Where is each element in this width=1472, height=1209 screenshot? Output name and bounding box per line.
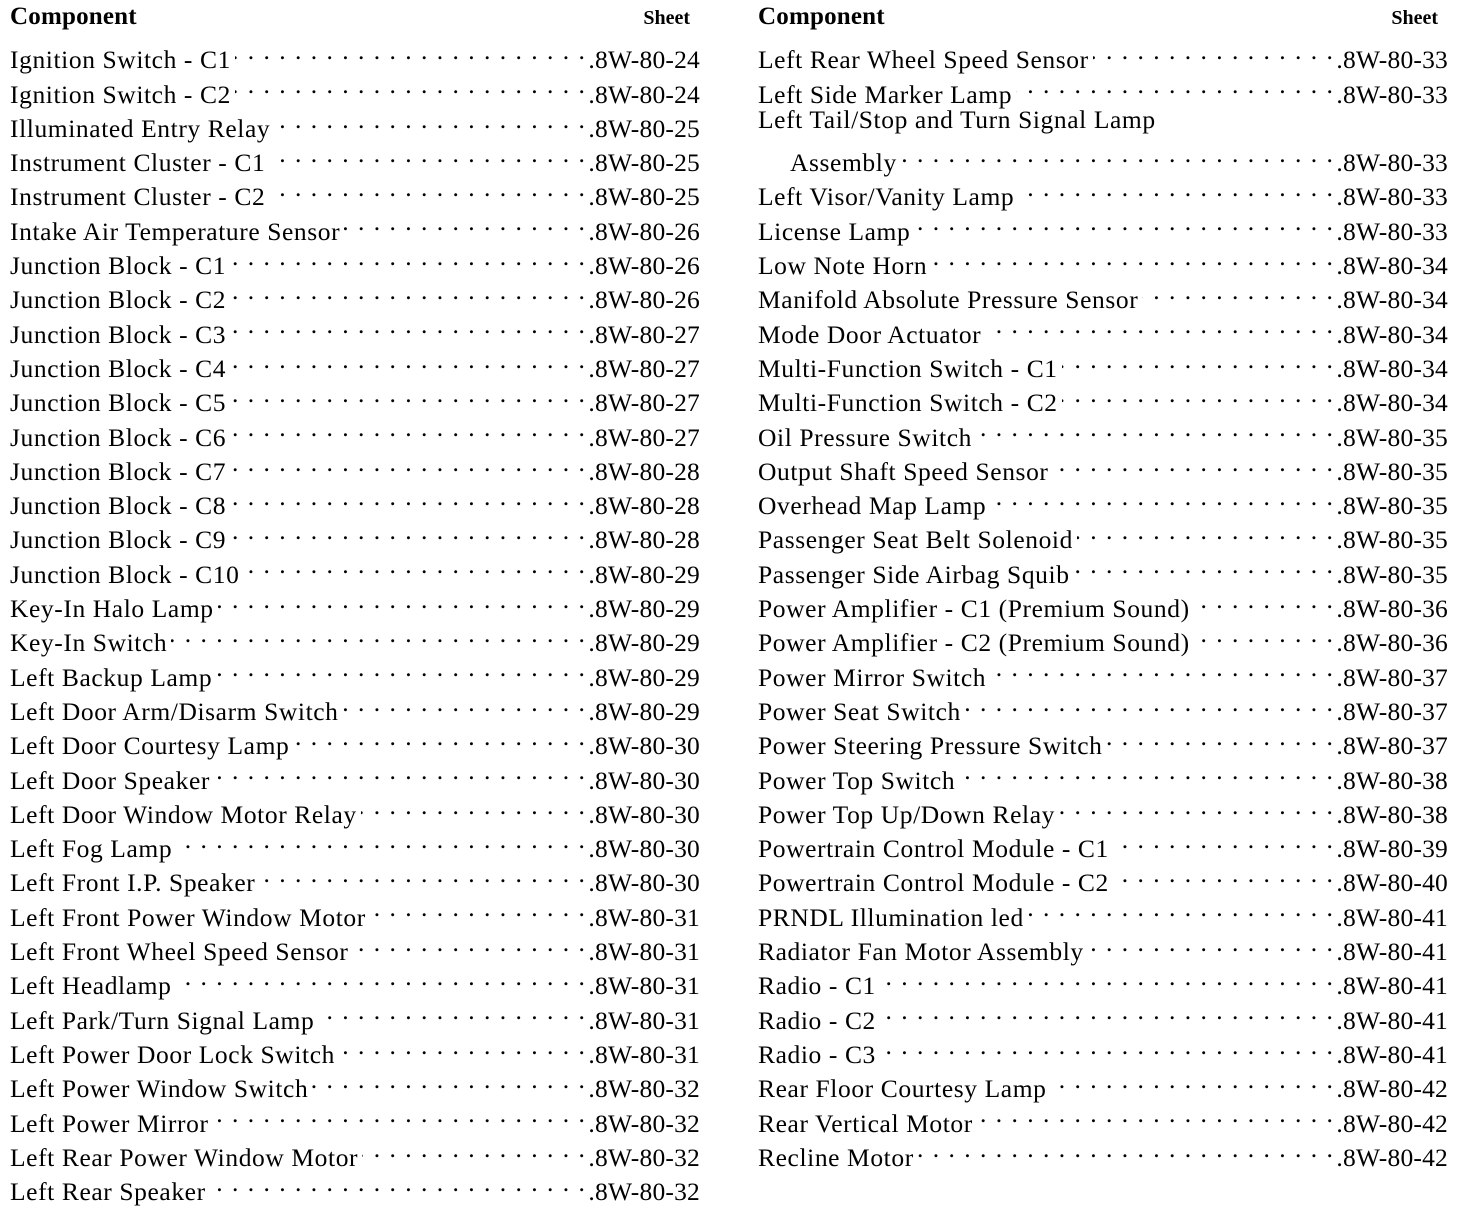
- component-entry: [758, 857, 1448, 898]
- component-name: Power Amplifier - C2 (Premium Sound): [758, 628, 1190, 658]
- component-entry: [758, 891, 1448, 932]
- left-column: [10, 0, 700, 1207]
- component-name: Junction Block - C10: [10, 559, 240, 589]
- sheet-number: .8W-80-37: [1336, 731, 1448, 761]
- component-name: Left Door Arm/Disarm Switch: [10, 696, 339, 726]
- component-entry: [758, 617, 1448, 658]
- component-entry: [10, 548, 700, 589]
- component-entry: [758, 686, 1448, 726]
- component-entry: [758, 308, 1448, 349]
- sheet-number: .8W-80-27: [588, 388, 700, 418]
- component-entry: [758, 171, 1448, 212]
- component-name: Left Door Speaker: [10, 765, 210, 795]
- sheet-number: .8W-80-35: [1336, 491, 1448, 521]
- dot-leader: [1062, 377, 1335, 411]
- component-name: Power Steering Pressure Switch: [758, 731, 1103, 761]
- component-entry: [758, 754, 1448, 795]
- component-name: Left Backup Lamp: [10, 662, 213, 692]
- dot-leader: [931, 240, 1334, 274]
- component-name: Radio - C2: [758, 1005, 876, 1035]
- component-heading: Component: [10, 3, 137, 30]
- sheet-number: .8W-80-33: [1336, 182, 1448, 212]
- component-name: Low Note Horn: [758, 251, 928, 281]
- component-name: License Lamp: [758, 216, 911, 246]
- component-name: Manifold Absolute Pressure Sensor: [758, 285, 1139, 315]
- dot-leader: [1088, 926, 1335, 960]
- component-entry: [10, 651, 700, 692]
- component-name: Power Mirror Switch: [758, 662, 987, 692]
- component-entry: [758, 34, 1448, 75]
- sheet-number: .8W-80-36: [1336, 594, 1448, 624]
- component-entry: [10, 137, 700, 178]
- component-name: Passenger Side Airbag Squib: [758, 559, 1070, 589]
- component-entry: [10, 686, 700, 726]
- dot-leader: [218, 583, 587, 617]
- dot-leader: [1107, 720, 1335, 754]
- dot-leader: [230, 274, 586, 308]
- sheet-number: .8W-80-30: [588, 799, 700, 829]
- sheet-heading: Sheet: [643, 7, 690, 29]
- component-entry: [758, 1097, 1448, 1138]
- dot-leader: [230, 480, 586, 514]
- sheet-number: .8W-80-34: [1336, 285, 1448, 315]
- component-name: Power Top Up/Down Relay: [758, 799, 1055, 829]
- dot-leader: [312, 1063, 586, 1097]
- component-entry: [10, 34, 700, 75]
- component-entry: [10, 994, 700, 1035]
- sheet-number: .8W-80-37: [1336, 696, 1448, 726]
- component-name: Left Rear Power Window Motor: [10, 1142, 359, 1172]
- component-entry: [758, 1132, 1448, 1172]
- dot-leader: [344, 205, 586, 239]
- component-entry: [10, 1063, 700, 1104]
- sheet-number: .8W-80-30: [588, 765, 700, 795]
- component-name: Recline Motor: [758, 1142, 914, 1172]
- dot-leader: [918, 1132, 1335, 1166]
- sheet-number: .8W-80-31: [588, 971, 700, 1001]
- sheet-number: .8W-80-32: [588, 1142, 700, 1172]
- component-name: Left Rear Wheel Speed Sensor: [758, 45, 1089, 75]
- dot-leader: [339, 1029, 586, 1063]
- sheet-number: .8W-80-39: [1336, 834, 1448, 864]
- component-entry: [758, 240, 1448, 281]
- left-component-list: [10, 34, 700, 1207]
- sheet-number: .8W-80-25: [588, 113, 700, 143]
- component-entry: [758, 514, 1448, 555]
- dot-leader: [269, 171, 586, 205]
- dot-leader: [175, 960, 586, 994]
- component-entry: [10, 377, 700, 418]
- sheet-number: .8W-80-33: [1336, 45, 1448, 75]
- right-component-list: [758, 34, 1448, 1172]
- component-entry: [10, 411, 700, 452]
- component-name: Left Tail/Stop and Turn Signal Lamp: [758, 104, 1156, 134]
- component-name: Junction Block - C3: [10, 319, 227, 349]
- dot-leader: [914, 205, 1334, 239]
- sheet-number: .8W-80-25: [588, 148, 700, 178]
- component-name: Left Front Power Window Motor: [10, 902, 366, 932]
- sheet-number: .8W-80-27: [588, 422, 700, 452]
- component-name: Ignition Switch - C1: [10, 45, 231, 75]
- sheet-number: .8W-80-24: [588, 79, 700, 109]
- component-entry: [10, 514, 700, 555]
- component-entry: [758, 68, 1448, 109]
- dot-leader: [213, 1097, 587, 1131]
- component-entry: [10, 926, 700, 967]
- sheet-number: .8W-80-41: [1336, 971, 1448, 1001]
- dot-leader: [318, 994, 586, 1028]
- dot-leader: [1194, 583, 1335, 617]
- sheet-number: .8W-80-28: [588, 491, 700, 521]
- component-name: Illuminated Entry Relay: [10, 113, 271, 143]
- dot-leader: [230, 343, 586, 377]
- sheet-number: .8W-80-28: [588, 525, 700, 555]
- dot-leader: [230, 514, 586, 548]
- right-column: [758, 0, 1448, 1202]
- component-name: Mode Door Actuator: [758, 319, 982, 349]
- sheet-number: .8W-80-31: [588, 902, 700, 932]
- component-entry: [10, 240, 700, 281]
- dot-leader: [235, 68, 586, 102]
- dot-leader: [1053, 446, 1335, 480]
- dot-leader: [1077, 514, 1334, 548]
- sheet-number: .8W-80-34: [1336, 388, 1448, 418]
- sheet-number: .8W-80-37: [1336, 662, 1448, 692]
- component-entry: [758, 377, 1448, 418]
- dot-leader: [214, 754, 586, 788]
- right-column-header: [758, 0, 1448, 34]
- component-name: Left Door Window Motor Relay: [10, 799, 357, 829]
- sheet-number: .8W-80-38: [1336, 799, 1448, 829]
- component-name: Radiator Fan Motor Assembly: [758, 937, 1084, 967]
- component-name: Junction Block - C7: [10, 456, 227, 486]
- component-entry: [758, 411, 1448, 452]
- component-entry: [758, 205, 1448, 246]
- component-name: Assembly: [790, 148, 897, 178]
- dot-leader: [976, 411, 1334, 445]
- component-name: Key-In Switch: [10, 628, 168, 658]
- component-name: Junction Block - C8: [10, 491, 227, 521]
- component-entry: [10, 789, 700, 829]
- sheet-number: .8W-80-28: [588, 456, 700, 486]
- component-name: Intake Air Temperature Sensor: [10, 216, 341, 246]
- sheet-number: .8W-80-31: [588, 1039, 700, 1069]
- component-entry: [758, 137, 1448, 178]
- component-name: Passenger Seat Belt Solenoid: [758, 525, 1073, 555]
- sheet-number: .8W-80-25: [588, 182, 700, 212]
- component-entry: [758, 103, 1448, 137]
- sheet-number: .8W-80-41: [1336, 937, 1448, 967]
- component-name: Left Power Mirror: [10, 1108, 209, 1138]
- dot-leader: [230, 446, 586, 480]
- component-name: Junction Block - C2: [10, 285, 227, 315]
- component-entry: [10, 1132, 700, 1172]
- component-entry: [758, 480, 1448, 521]
- sheet-number: .8W-80-40: [1336, 868, 1448, 898]
- sheet-number: .8W-80-24: [588, 45, 700, 75]
- dot-leader: [880, 994, 1335, 1028]
- component-entry: [10, 171, 700, 212]
- component-name: Left Visor/Vanity Lamp: [758, 182, 1015, 212]
- component-name: Powertrain Control Module - C1: [758, 834, 1109, 864]
- component-name: Left Side Marker Lamp: [758, 79, 1013, 109]
- dot-leader: [1113, 823, 1335, 857]
- component-name: Left Fog Lamp: [10, 834, 173, 864]
- left-column-header: [10, 0, 700, 34]
- sheet-number: .8W-80-31: [588, 1005, 700, 1035]
- component-name: Instrument Cluster - C2: [10, 182, 266, 212]
- sheet-heading: Sheet: [1391, 7, 1438, 29]
- sheet-number: .8W-80-26: [588, 216, 700, 246]
- component-entry: [10, 617, 700, 658]
- component-entry: [758, 994, 1448, 1035]
- sheet-number: .8W-80-29: [588, 559, 700, 589]
- component-name: Multi-Function Switch - C2: [758, 388, 1058, 418]
- dot-leader: [269, 137, 586, 171]
- component-name: Junction Block - C6: [10, 422, 227, 452]
- dot-leader: [293, 720, 586, 754]
- dot-leader: [176, 823, 586, 857]
- component-entry: [10, 308, 700, 349]
- dot-leader: [230, 240, 586, 274]
- component-name: Junction Block - C4: [10, 353, 227, 383]
- dot-leader: [1059, 789, 1334, 823]
- dot-leader: [343, 686, 587, 720]
- component-entry: [758, 960, 1448, 1001]
- component-name: Left Door Courtesy Lamp: [10, 731, 290, 761]
- component-entry: [10, 1166, 700, 1207]
- sheet-number: .8W-80-26: [588, 251, 700, 281]
- component-name: Left Park/Turn Signal Lamp: [10, 1005, 315, 1035]
- component-entry: [10, 1097, 700, 1138]
- sheet-number: .8W-80-30: [588, 868, 700, 898]
- component-name: Key-In Halo Lamp: [10, 594, 214, 624]
- component-entry: [758, 548, 1448, 589]
- component-name: Rear Floor Courtesy Lamp: [758, 1074, 1047, 1104]
- sheet-number: .8W-80-29: [588, 662, 700, 692]
- component-name: Radio - C3: [758, 1039, 876, 1069]
- component-name: Oil Pressure Switch: [758, 422, 972, 452]
- component-name: Instrument Cluster - C1: [10, 148, 266, 178]
- component-entry: [10, 891, 700, 932]
- component-entry: [758, 720, 1448, 761]
- component-entry: [758, 1063, 1448, 1104]
- component-name: Left Front I.P. Speaker: [10, 868, 256, 898]
- sheet-number: .8W-80-29: [588, 628, 700, 658]
- sheet-number: .8W-80-38: [1336, 765, 1448, 795]
- dot-leader: [243, 548, 586, 582]
- component-name: Left Rear Speaker: [10, 1177, 206, 1207]
- component-entry: [758, 343, 1448, 383]
- dot-leader: [990, 480, 1334, 514]
- component-entry: [10, 754, 700, 795]
- dot-leader: [977, 1097, 1335, 1131]
- component-entry: [758, 926, 1448, 967]
- component-name: Left Power Door Lock Switch: [10, 1039, 335, 1069]
- sheet-number: .8W-80-33: [1336, 148, 1448, 178]
- component-name: Left Front Wheel Speed Sensor: [10, 937, 349, 967]
- component-name: Junction Block - C1: [10, 251, 227, 281]
- component-name: PRNDL Illumination led: [758, 902, 1024, 932]
- component-heading: Component: [758, 3, 885, 30]
- component-entry: [758, 274, 1448, 315]
- sheet-number: .8W-80-32: [588, 1108, 700, 1138]
- dot-leader: [210, 1166, 587, 1200]
- component-entry: [758, 823, 1448, 864]
- component-entry: [10, 103, 700, 143]
- dot-leader: [1016, 68, 1334, 102]
- component-name: Overhead Map Lamp: [758, 491, 987, 521]
- component-name: Radio - C1: [758, 971, 876, 1001]
- sheet-number: .8W-80-29: [588, 696, 700, 726]
- dot-leader: [171, 617, 586, 651]
- dot-leader: [1093, 34, 1335, 68]
- component-entry: [10, 1029, 700, 1069]
- sheet-number: .8W-80-42: [1336, 1108, 1448, 1138]
- sheet-number: .8W-80-33: [1336, 216, 1448, 246]
- component-name: Rear Vertical Motor: [758, 1108, 973, 1138]
- dot-leader: [1142, 274, 1334, 308]
- dot-leader: [1074, 548, 1335, 582]
- component-name: Left Headlamp: [10, 971, 172, 1001]
- dot-leader: [901, 137, 1335, 171]
- component-entry: [758, 583, 1448, 624]
- dot-leader: [230, 411, 586, 445]
- sheet-number: .8W-80-34: [1336, 319, 1448, 349]
- dot-leader: [990, 651, 1334, 685]
- sheet-number: .8W-80-32: [588, 1074, 700, 1104]
- dot-leader: [1018, 171, 1334, 205]
- sheet-number: .8W-80-31: [588, 937, 700, 967]
- dot-leader: [880, 960, 1335, 994]
- component-name: Power Top Switch: [758, 765, 956, 795]
- dot-leader: [230, 308, 586, 342]
- sheet-number: .8W-80-35: [1336, 456, 1448, 486]
- sheet-number: .8W-80-26: [588, 285, 700, 315]
- sheet-number: .8W-80-35: [1336, 559, 1448, 589]
- component-name: Left Power Window Switch: [10, 1074, 309, 1104]
- component-entry: [10, 960, 700, 1001]
- dot-leader: [230, 377, 586, 411]
- sheet-number: .8W-80-33: [1336, 79, 1448, 109]
- dot-leader: [1050, 1063, 1334, 1097]
- dot-leader: [362, 1132, 586, 1166]
- component-entry: [758, 651, 1448, 692]
- component-name: Power Seat Switch: [758, 696, 961, 726]
- dot-leader: [274, 103, 586, 137]
- sheet-number: .8W-80-41: [1336, 1039, 1448, 1069]
- component-name: Powertrain Control Module - C2: [758, 868, 1109, 898]
- component-entry: [10, 446, 700, 486]
- component-entry: [10, 583, 700, 624]
- dot-leader: [259, 857, 586, 891]
- component-name: Junction Block - C9: [10, 525, 227, 555]
- component-entry: [758, 1029, 1448, 1069]
- dot-leader: [1194, 617, 1335, 651]
- component-name: Ignition Switch - C2: [10, 79, 231, 109]
- component-entry: [10, 857, 700, 898]
- sheet-number: .8W-80-35: [1336, 525, 1448, 555]
- dot-leader: [880, 1029, 1335, 1063]
- component-entry: [10, 274, 700, 315]
- dot-leader: [1028, 891, 1335, 925]
- dot-leader: [361, 789, 587, 823]
- sheet-number: .8W-80-30: [588, 731, 700, 761]
- sheet-number: .8W-80-42: [1336, 1142, 1448, 1172]
- sheet-number: .8W-80-42: [1336, 1074, 1448, 1104]
- sheet-number: .8W-80-35: [1336, 422, 1448, 452]
- component-entry: [10, 823, 700, 864]
- dot-leader: [965, 686, 1335, 720]
- component-entry: [758, 446, 1448, 486]
- dot-leader: [1062, 343, 1335, 377]
- dot-leader: [216, 651, 586, 685]
- component-entry: [10, 68, 700, 109]
- sheet-number: .8W-80-41: [1336, 902, 1448, 932]
- sheet-number: .8W-80-41: [1336, 1005, 1448, 1035]
- sheet-number: .8W-80-34: [1336, 353, 1448, 383]
- component-name: Junction Block - C5: [10, 388, 227, 418]
- dot-leader: [235, 34, 586, 68]
- component-name: Power Amplifier - C1 (Premium Sound): [758, 594, 1190, 624]
- component-entry: [10, 720, 700, 761]
- sheet-number: .8W-80-27: [588, 353, 700, 383]
- component-entry: [758, 789, 1448, 829]
- component-entry: [10, 480, 700, 521]
- component-name: Multi-Function Switch - C1: [758, 353, 1058, 383]
- component-name: Output Shaft Speed Sensor: [758, 456, 1049, 486]
- sheet-number: .8W-80-27: [588, 319, 700, 349]
- component-entry: [10, 205, 700, 246]
- dot-leader: [959, 754, 1334, 788]
- sheet-number: .8W-80-36: [1336, 628, 1448, 658]
- dot-leader: [985, 308, 1334, 342]
- dot-leader: [352, 926, 586, 960]
- sheet-number: .8W-80-29: [588, 594, 700, 624]
- component-entry: [10, 343, 700, 383]
- dot-leader: [370, 891, 587, 925]
- sheet-number: .8W-80-34: [1336, 251, 1448, 281]
- sheet-number: .8W-80-30: [588, 834, 700, 864]
- dot-leader: [1113, 857, 1335, 891]
- sheet-number: .8W-80-32: [588, 1177, 700, 1207]
